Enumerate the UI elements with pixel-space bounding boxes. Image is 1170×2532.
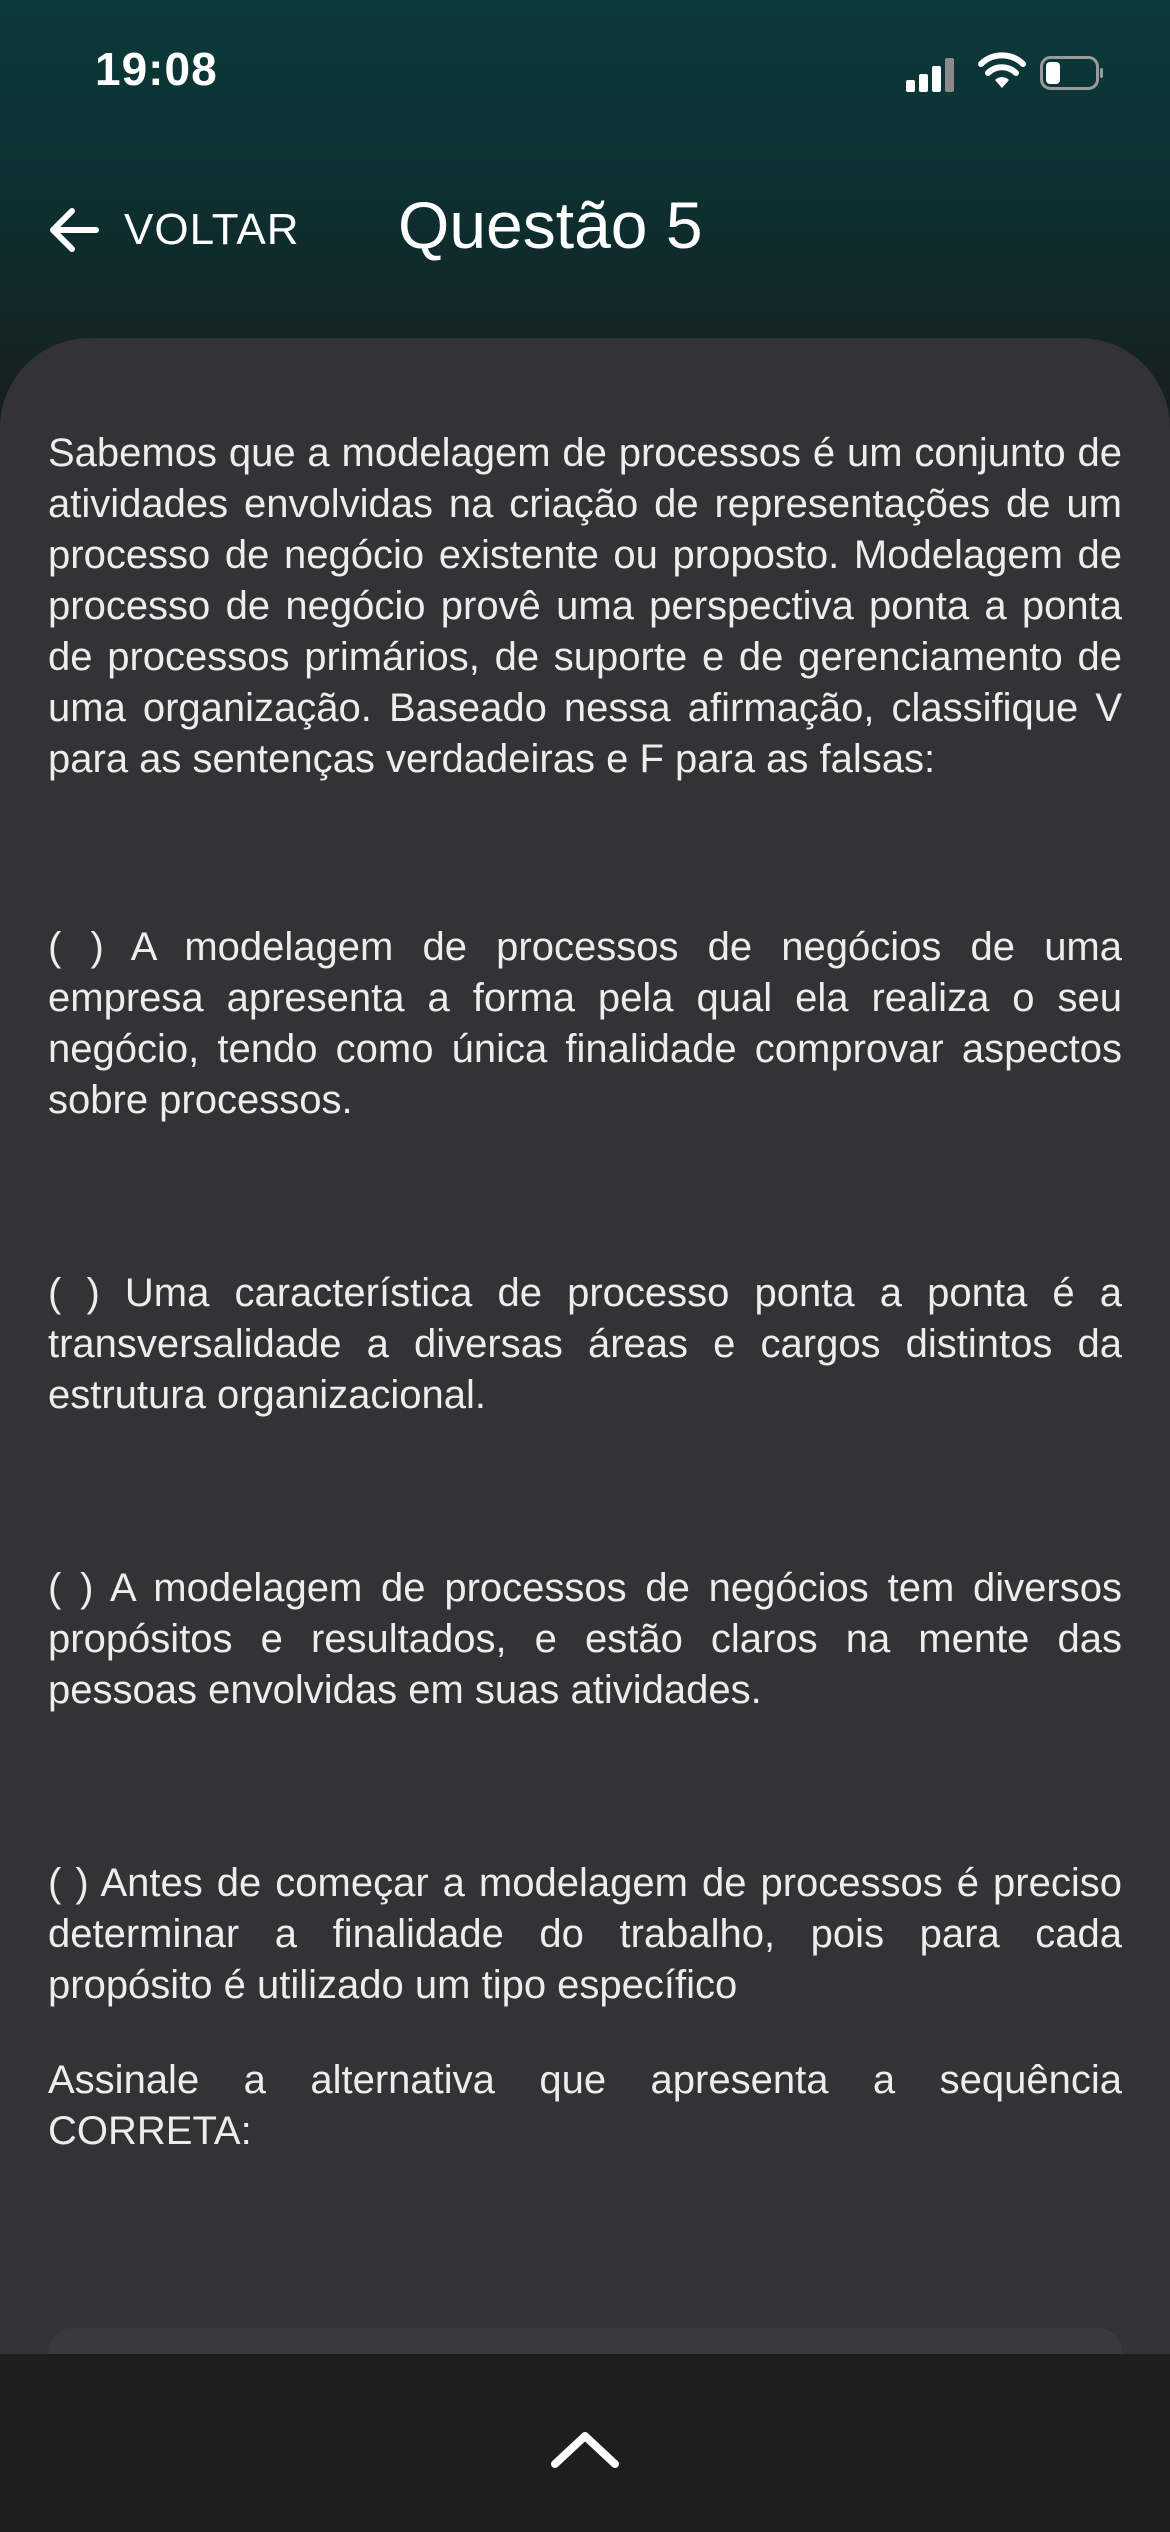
status-time: 19:08 — [95, 43, 218, 95]
question-intro: Sabemos que a modelagem de processos é um conjunto de atividades envolvidas na criação de representações de um processo de negócio existente ou proposto. Modelagem de processo de negócio provê uma perspectiva ponta a ponta de processos primários, de suporte e de gerenciamento de uma organização. Baseado nessa afirmação, classifique V para as sentenças verdadeiras e F para as falsas: — [48, 431, 1122, 781]
status-bar — [0, 0, 1170, 150]
statement-2: ( ) Uma característica de processo ponta a ponta é a transversalidade a diversas áreas e cargos distintos da estrutura organizacional. — [48, 1271, 1122, 1417]
cellular-signal-icon — [906, 56, 958, 92]
question-content — [48, 428, 1122, 2157]
arrow-left-icon — [44, 200, 104, 260]
statement-1: ( ) A modelagem de processos de negócios de uma empresa apresenta a forma pela qual ela realiza o seu negócio, tendo como única finalidade comprovar aspectos sobre processos. — [48, 925, 1122, 1122]
statement-4: ( ) Antes de começar a modelagem de processos é preciso determinar a finalidade do trabalho, pois para cada propósito é utilizado um tipo específico — [48, 1861, 1122, 2007]
question-prompt: Assinale a alternativa que apresenta a sequência CORRETA: — [48, 2058, 1122, 2153]
statement-3: ( ) A modelagem de processos de negócios tem diversos propósitos e resultados, e estão claros na mente das pessoas envolvidas em suas atividades. — [48, 1566, 1122, 1712]
question-card — [0, 338, 1170, 2532]
bottom-bar — [0, 2354, 1170, 2532]
nav-bar — [0, 175, 1170, 285]
wifi-icon — [978, 52, 1026, 92]
battery-icon — [1040, 56, 1104, 90]
page-title: Questão 5 — [398, 188, 703, 262]
back-label: VOLTAR — [124, 205, 300, 254]
back-button[interactable] — [44, 190, 300, 270]
chevron-up-icon[interactable] — [545, 2424, 625, 2474]
